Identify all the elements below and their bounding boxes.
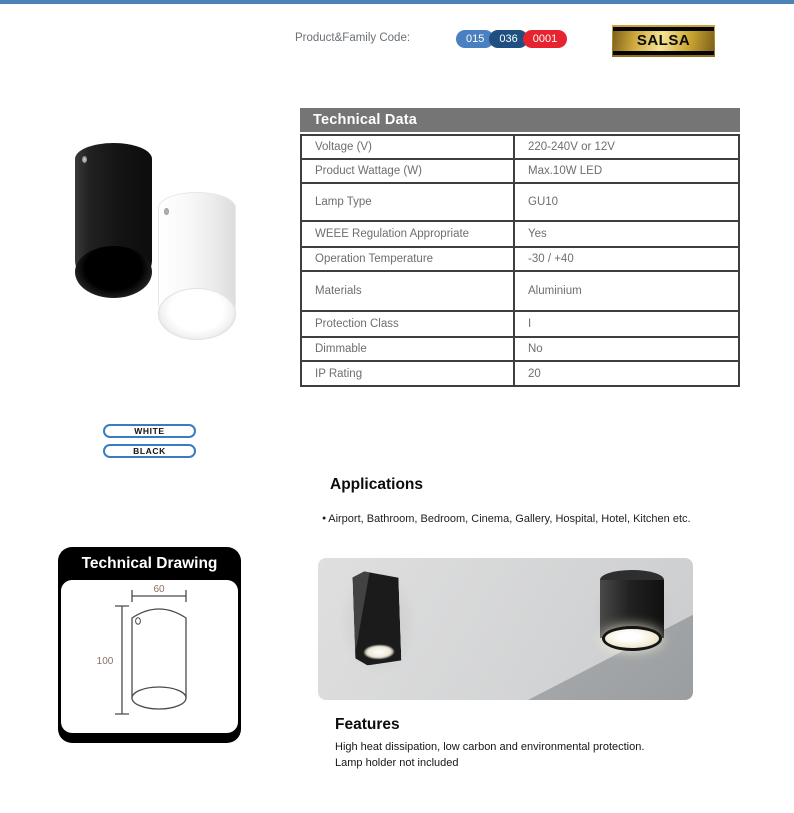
photo-round-downlight [600,570,664,658]
product-image-white [158,192,236,332]
table-row [302,136,738,158]
row-value: No [528,343,543,355]
row-label: WEEE Regulation Appropriate [302,222,515,246]
code-badge-product: 0001 [523,30,567,48]
applications-heading: Applications [330,476,424,493]
row-label: Materials [302,272,515,310]
height-dimension-label: 100 [96,656,114,667]
row-value: 220-240V or 12V [528,141,615,153]
brand-name: SALSA [613,27,714,55]
black-cylinder-screw [82,156,87,163]
top-accent-bar [0,0,794,4]
applications-item-text: Airport, Bathroom, Bedroom, Cinema, Gallery, Hospital, Hotel, Kitchen etc. [328,513,691,525]
table-row [302,246,738,270]
table-row [302,270,738,310]
table-row [302,182,738,220]
round-light-lens [602,626,662,651]
width-dimension-label: 60 [153,584,165,595]
row-label: Protection Class [302,312,515,336]
technical-drawing-card [58,547,241,743]
technical-data-table [300,108,740,387]
table-row [302,310,738,336]
table-row [302,158,738,182]
row-label: Operation Temperature [302,248,515,270]
product-image-black [75,143,152,290]
dimension-drawing [61,580,238,733]
technical-drawing-title: Technical Drawing [81,555,218,572]
row-value: GU10 [528,196,559,208]
photo-square-downlight [344,570,410,674]
black-cylinder-opening [75,246,152,298]
table-row [302,220,738,246]
technical-data-title: Technical Data [300,108,740,132]
row-value: Max.10W LED [528,165,603,177]
applications-item [322,513,691,525]
technical-data-body [300,134,740,387]
color-option-white-button[interactable]: WHITE [103,424,196,438]
row-label: Product Wattage (W) [302,160,515,182]
row-label: Voltage (V) [302,136,515,158]
row-value: Aluminium [528,285,582,297]
row-label: Lamp Type [302,184,515,220]
product-family-code-badges [456,30,567,48]
row-value: I [528,318,532,330]
row-label: IP Rating [302,362,515,385]
features-line: High heat dissipation, low carbon and environmental protection. [335,741,645,753]
features-line: Lamp holder not included [335,756,459,769]
white-cylinder-screw [164,208,169,215]
brand-badge [612,25,715,57]
table-row [302,336,738,360]
row-value: -30 / +40 [528,253,574,265]
color-option-black-button[interactable]: BLACK [103,444,196,458]
code-badge-group: 036 [489,30,527,48]
bullet-icon: ● [322,515,327,522]
row-label: Dimmable [302,338,515,360]
features-text [335,740,644,771]
row-value: Yes [528,228,547,240]
application-photo [318,558,693,700]
technical-drawing-canvas [61,580,238,733]
product-family-code-label: Product&Family Code: [295,32,411,44]
row-value: 20 [528,367,541,380]
features-heading: Features [335,716,400,733]
code-badge-family: 015 [456,30,494,48]
table-row [302,360,738,385]
white-cylinder-opening [158,288,236,340]
